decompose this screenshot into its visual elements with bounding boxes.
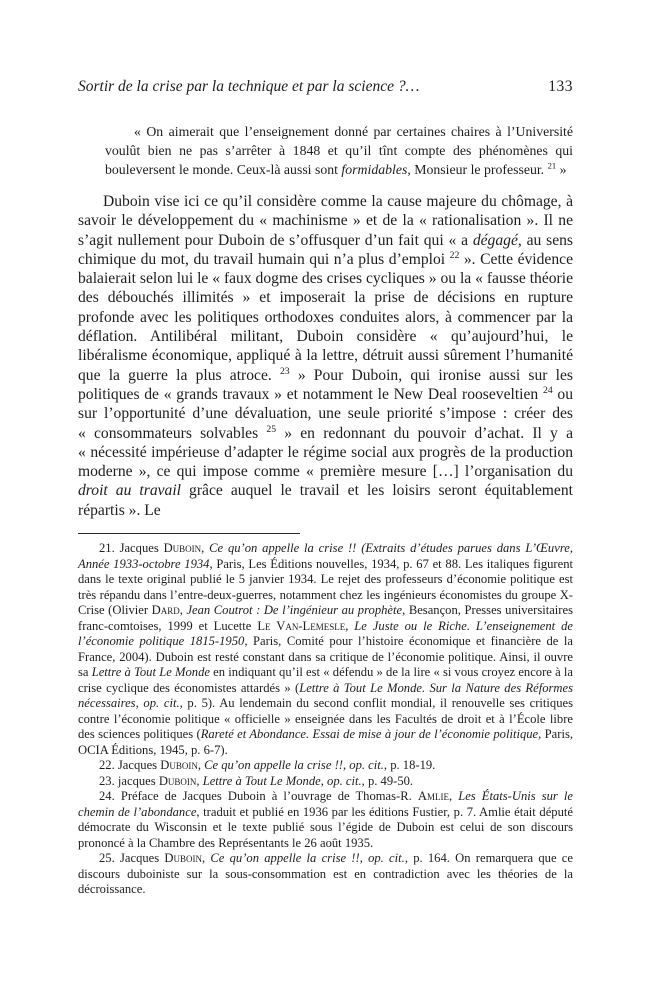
footnote-separator: [78, 533, 300, 534]
footnotes-section: [78, 541, 573, 898]
block-quote: « On aimerait que l’enseignement donné par certaines chaires à l’Université voulût bien ne pas s’arrêter à 1848 et qu’il tînt compte des phénomènes qui bouleversent le monde. Ceux-là aussi sont formidables, Monsieur le professeur. $^{21}$ »: [105, 124, 573, 177]
footnote-23: 23. jacques Duboin, Lettre à Tout Le Monde, op. cit., p. 49-50.: [99, 773, 414, 788]
running-header: [78, 78, 573, 96]
running-header-title: Sortir de la crise par la technique et par la science ?…: [78, 78, 420, 95]
footnote-25: 25. Jacques Duboin, Ce qu’on appelle la crise !!, op. cit., p. 164. On remarquera que ce discours duboiniste sur la sous-consommation est en contradiction avec les théories de la décroissance.: [78, 851, 573, 897]
page-number: 133: [548, 78, 573, 95]
footnote-22: 22. Jacques Duboin, Ce qu’on appelle la crise !!, op. cit., p. 18-19.: [99, 758, 436, 773]
footnote-21: 21. Jacques Duboin, Ce qu’on appelle la crise !! (Extraits d’études parues dans L’Œuvre, Année 1933-octobre 1934, Paris, Les Éditions nouvelles, 1934, p. 67 et 88. Les italiques figurent dans le texte original publié le 5 janvier 1934. Le rejet des professeurs d’économie politique est très répandu dans l’entre-deux-guerres, notamment chez les ingénieurs économistes du groupe X-Crise (Olivier Dard, Jean Coutrot : De l’ingénieur au prophète, Besançon, Presses universitaires franc-comtoises, 1999 et Lucette Le Van-Lemesle, Le Juste ou le Riche. L’enseignement de l’économie politique 1815-1950, Paris, Comité pour l’histoire économique et financière de la France, 2004). Duboin est resté constant dans sa critique de l’économie politique. Ainsi, il ouvre sa Lettre à Tout Le Monde en indiquant qu’il est « défendu » de la lire « si vous croyez encore à la crise cyclique des économistes attardés » (Lettre à Tout Le Monde. Sur la Nature des Réformes nécessaires, op. cit., p. 5). Au lendemain du second conflit mondial, il renouvelle ses critiques contre l’économie politique « officielle » enseignée dans les Facultés de droit et à l’École libre des sciences politiques (Rareté et Abondance. Essai de mise à jour de l’économie politique, Paris, OCIA Éditions, 1945, p. 6-7).: [78, 541, 574, 757]
footnote-24: 24. Préface de Jacques Duboin à l’ouvrage de Thomas-R. Amlie, Les États-Unis sur le chemin de l’abondance, traduit et publié en 1936 par les éditions Fustier, p. 7. Amlie était député démocrate du Wisconsin et le texte publié sous l’égide de Duboin est celui de son discours prononcé à la Chambre des Représentants le 26 août 1935.: [78, 789, 573, 850]
body-paragraph: Duboin vise ici ce qu’il considère comme la cause majeure du chômage, à savoir le développement du « machinisme » et de la « rationalisation ». Il ne s’agit nullement pour Duboin de s’offusquer d’un fait qui « a dégagé, au sens chimique du mot, du travail humain qui n’a plus d’emploi $^{22}$ ». Cette évidence balaierait selon lui le « faux dogme des crises cycliques » ou la « fausse théorie des débouchés illimités » et imposerait la prise de décisions en rupture profonde avec les politiques orthodoxes conduites alors, à commencer par la déflation. Antilibéral militant, Duboin considère « qu’aujourd’hui, le libéralisme économique, appliqué à la lettre, détruit aussi sûrement l’humanité que la guerre la plus atroce. $^{23}$ » Pour Duboin, qui ironise aussi sur les politiques de « grands travaux » et notamment le New Deal rooseveltien $^{24}$ ou sur l’opportunité d’une dévaluation, une seule priorité s’impose : créer des « consommateurs solvables $^{25}$ » en redonnant du pouvoir d’achat. Il y a « nécessité impérieuse d’adapter le régime social aux progrès de la production moderne », ce qui impose comme « première mesure […] l’organisation du droit au travail grâce auquel le travail et les loisirs seront équitablement répartis ». Le: [78, 193, 574, 519]
